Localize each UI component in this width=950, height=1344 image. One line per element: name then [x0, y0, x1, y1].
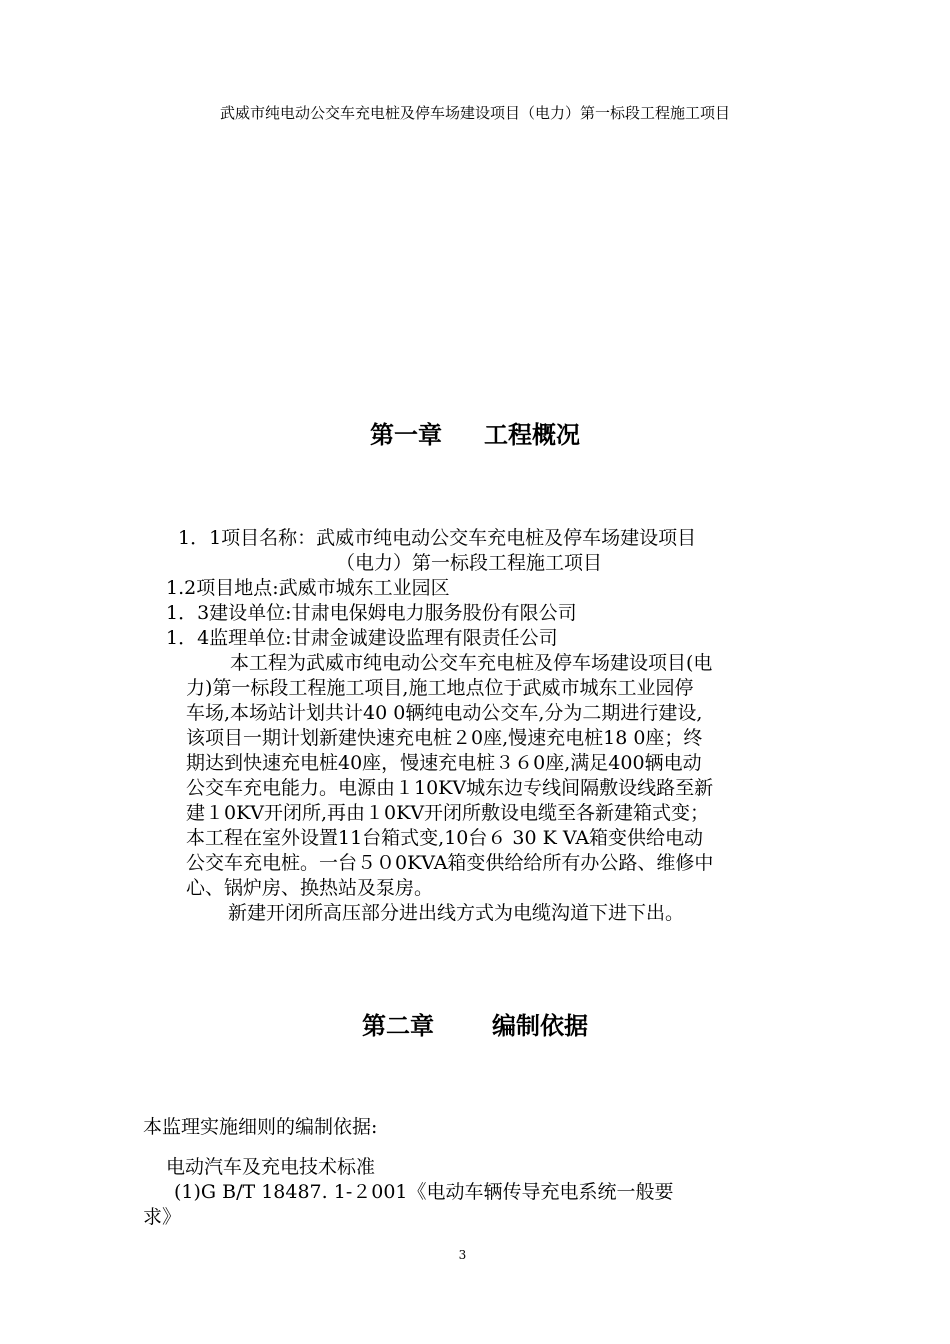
construction-unit: 1．3建设单位:甘肃电保姆电力服务股份有限公司 [166, 602, 577, 624]
overview-line: 本工程为武威市纯电动公交车充电桩及停车场建设项目(电 [230, 652, 713, 674]
supervision-unit: 1．4监理单位:甘肃金诚建设监理有限责任公司 [166, 627, 558, 649]
page-header: 武威市纯电动公交车充电桩及停车场建设项目（电力）第一标段工程施工项目 [219, 104, 730, 122]
overview-line: 力)第一标段工程施工项目,施工地点位于武威市城东工业园停 [186, 677, 694, 699]
project-location: 1.2项目地点:武威市城东工业园区 [166, 577, 450, 599]
basis-category: 电动汽车及充电技术标准 [166, 1156, 376, 1178]
overview-line: 建１0KV开闭所,再由１0KV开闭所敷设电缆至各新建箱式变； [186, 802, 710, 824]
chapter-2-heading [0, 1011, 950, 1041]
overview-line: 期达到快速充电桩40座，慢速充电桩３６0座,满足400辆电动 [186, 752, 702, 774]
chapter-1-heading [0, 420, 950, 450]
project-name-line2: （电力）第一标段工程施工项目 [336, 552, 603, 574]
basis-intro: 本监理实施细则的编制依据: [143, 1116, 378, 1138]
overview-line: 心、锅炉房、换热站及泵房。 [186, 877, 434, 899]
overview-line: 公交车充电能力。电源由１10KV城东边专线间隔敷设线路至新 [186, 777, 714, 799]
overview-tail: 新建开闭所高压部分进出线方式为电缆沟道下进下出。 [228, 902, 685, 924]
chapter-2-number: 第二章 [362, 1012, 434, 1040]
overview-line: 该项目一期计划新建快速充电桩２0座,慢速充电桩18 0座；终 [186, 727, 703, 749]
project-name-line1: 1．1项目名称：武威市纯电动公交车充电桩及停车场建设项目 [178, 527, 697, 549]
chapter-1-number: 第一章 [370, 421, 442, 449]
overview-line: 车场,本场站计划共计40 0辆纯电动公交车,分为二期进行建设, [186, 702, 703, 724]
chapter-1-title: 工程概况 [484, 421, 580, 449]
chapter-2-title: 编制依据 [492, 1012, 588, 1040]
overview-line: 本工程在室外设置11台箱式变,10台６ 30 K VA箱变供给电动 [186, 827, 704, 849]
page-number: 3 [458, 1248, 467, 1262]
overview-line: 公交车充电桩。一台５０0KVA箱变供给给所有办公路、维修中 [186, 852, 714, 874]
basis-item-line2: 求》 [143, 1206, 182, 1228]
basis-item-line1: (1)G B/T 18487. 1-２001《电动车辆传导充电系统一般要 [174, 1181, 674, 1203]
